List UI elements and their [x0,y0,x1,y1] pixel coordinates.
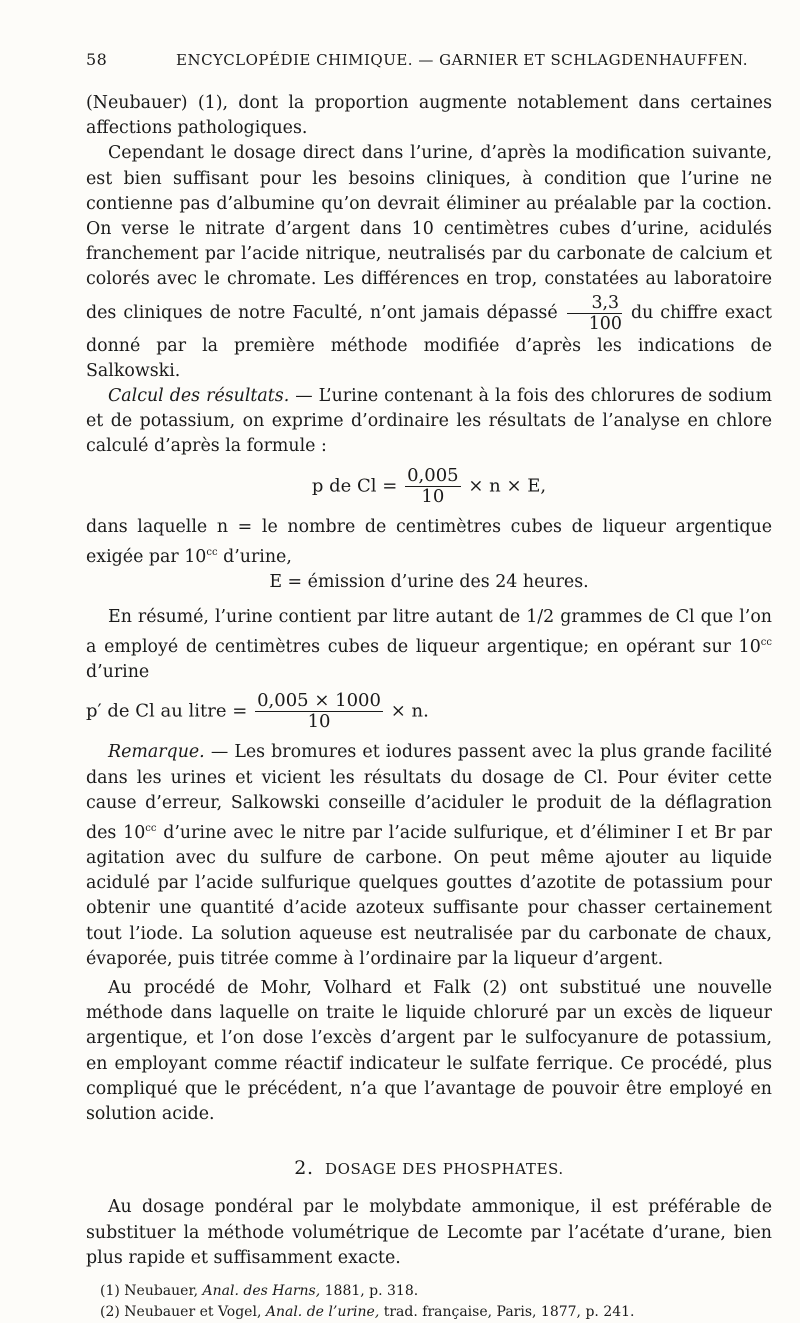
formula-1-denominator: 10 [421,485,445,507]
footnote-1 [100,1281,772,1302]
formula-chlorine [86,466,772,507]
running-header [86,50,772,69]
footnote-2 [100,1302,772,1323]
formula-2-lhs: p′ de Cl au litre = [86,700,248,722]
paragraph-6-text-a: — Les bromures et iodures passent avec la plus grande facilité dans les urines et vicient les résultats du dosage de Cl. Pour éviter cette cause d’erreur, Salkowski conseille d’aciduler le produit de la déflagration des 10 [86,742,773,843]
formula-1-rhs: × n × E, [468,475,547,497]
fraction-numerator: 3,3 [567,293,622,314]
footnote-title: Anal. de l’urine, [265,1303,380,1320]
formula-2-numerator: 0,005 × 1000 [257,690,381,712]
calcul-heading: Calcul des résultats. [108,386,290,407]
footnote-mark: (1) [100,1282,120,1299]
paragraph-7: Au procédé de Mohr, Volhard et Falk (2) ont substitué une nouvelle méthode dans laquelle on traite le liquide chloruré par un excès de liqueur argentique, et l’on dose l’excès d’argent par le sulfocyanure de potassium, en employant comme réactif indicateur le sulfate ferrique. Ce procédé, plus compliqué que le précédent, n’a que l’avantage de pouvoir être employé en solution acide. [86,978,772,1125]
paragraph-2-text-a: Cependant le dosage direct dans l’urine, d’après la modification suivante, est bien suffisant pour les besoins cliniques, à condition que l’urine ne contienne pas d’albumine qu’on devrait éliminer au préalable par la coction. On verse le nitrate d’argent dans 10 centimètres cubes d’urine, acidulés franchement par l’acide nitrique, neutralisés par du carbonate de calcium et colorés avec le chromate. Les différences en trop, constatées au laboratoire des cliniques de notre Faculté, n’ont jamais dépassé [86,143,772,323]
footnote-title: Anal. des Harns, [202,1282,321,1299]
fraction-3-3-over-100 [567,293,622,334]
paragraph-3 [86,384,772,460]
paragraph-2-text-b: du chiffre exact donné par la première méthode modifiée d’après les indications de Salkowski. [86,302,773,381]
paragraph-5-text-b: d’urine [86,662,150,683]
paragraph-4-text-a: dans laquelle n = le nombre de centimètres cubes de liqueur argentique exigée par 10 [86,516,772,567]
formula-2-rhs: × n. [390,700,429,722]
section-title: DOSAGE DES PHOSPHATES. [324,1160,564,1179]
running-title: ENCYCLOPÉDIE CHIMIQUE. — GARNIER ET SCHLAGDENHAUFFEN. [176,51,748,69]
paragraph-5-text-a: En résumé, l’urine contient par litre autant de 1/2 grammes de Cl que l’on a employé de centimètres cubes de liqueur argentique; en opérant sur 10 [86,607,772,658]
paragraph-4-text-b: d’urine, [217,546,292,567]
paragraph-2 [86,141,772,384]
footnote-rest: 1881, p. 318. [324,1282,419,1299]
paragraph-1: (Neubauer) (1), dont la proportion augmente notablement dans certaines affections pathologiques. [86,93,772,139]
page-number: 58 [86,50,108,69]
formula-chlorine-per-litre [86,691,772,732]
cc-superscript: cc [206,546,218,558]
paragraph-6 [86,740,772,972]
footnotes [86,1281,772,1323]
formula-1-fraction [405,466,461,507]
fraction-denominator: 100 [588,313,622,334]
footnote-author: Neubauer et Vogel, [124,1303,262,1320]
paragraph-5 [86,605,772,685]
footnote-mark: (2) [100,1303,120,1320]
formula-1-lhs: p de Cl = [311,475,398,497]
remarque-heading: Remarque. [108,742,205,763]
emission-line: E = émission d’urine des 24 heures. [269,571,589,592]
footnote-rest: trad. française, Paris, 1877, p. 241. [383,1303,635,1320]
section-number: 2. [294,1157,314,1180]
paragraph-3-text: — L’urine contenant à la fois des chlorures de sodium et de potassium, on exprime d’ordinaire les résultats de l’analyse en chlore calculé d’après la formule : [86,386,773,457]
formula-2-fraction [255,691,383,732]
footnote-author: Neubauer, [124,1282,199,1299]
section-heading [86,1157,772,1179]
paragraph-6-text-b: d’urine avec le nitre par l’acide sulfurique, et d’éliminer I et Br par agitation avec du sulfure de carbone. On peut même ajouter au liquide acidulé par l’acide sulfurique quelques gouttes d’azotite de potassium pour obtenir une quantité d’acide azoteux suffisante pour chasser certainement tout l’iode. La solution aqueuse est neutralisée par du carbonate de chaux, évaporée, puis titrée comme à l’ordinaire par la liqueur d’argent. [86,822,772,969]
cc-superscript: cc [145,823,157,835]
cc-superscript: cc [760,637,772,649]
formula-2-denominator: 10 [307,711,331,733]
paragraph-8: Au dosage pondéral par le molybdate ammonique, il est préférable de substituer la méthode volumétrique de Lecomte par l’acétate d’urane, bien plus rapide et suffisamment exacte. [86,1197,772,1268]
paragraph-4 [86,515,772,570]
formula-1-numerator: 0,005 [407,464,459,486]
